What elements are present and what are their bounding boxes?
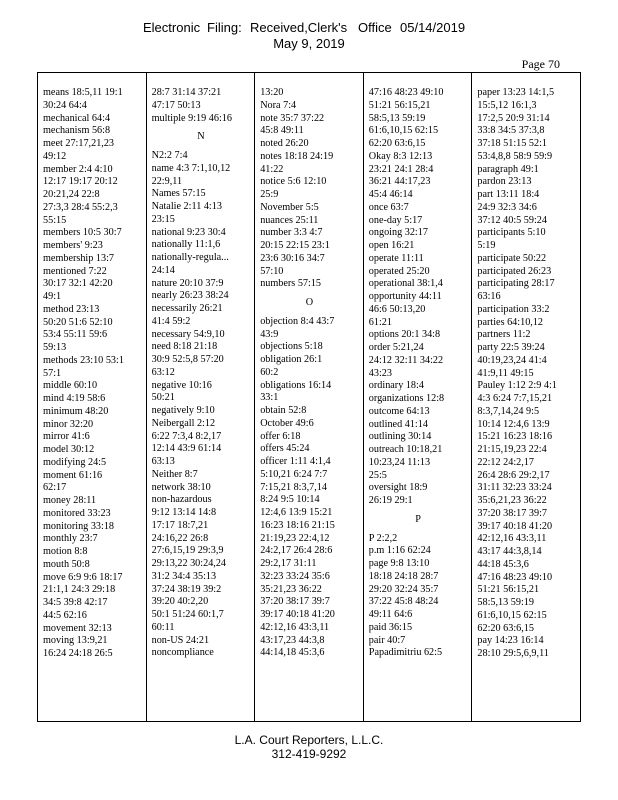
index-entry-line: 24:16,22 26:8: [151, 532, 209, 544]
index-entry-line: nuances 25:11: [260, 214, 319, 226]
index-entry-line: 42:12,16 43:3,11: [477, 533, 547, 545]
index-entry-line: member 2:4 4:10: [43, 163, 113, 175]
index-entry-line: 51:21 56:15,21: [368, 99, 431, 111]
index-entry-line: 18:18 24:18 28:7: [368, 570, 439, 582]
index-entry-line: once 63:7: [368, 201, 409, 213]
index-entry-line: 57:10: [260, 265, 284, 277]
index-entry-line: participants 5:10: [477, 227, 546, 239]
index-entry-line: 39:17 40:18 41:20: [260, 609, 335, 620]
index-entry-line: method 23:13: [43, 303, 100, 315]
index-entry-line: obtain 52:8: [260, 405, 307, 416]
index-entry-line: 55:15: [43, 214, 67, 226]
index-entry-line: necessarily 26:21: [151, 303, 223, 314]
index-entry-line: Nora 7:4: [260, 99, 297, 111]
index-entry-line: mechanical 64:4: [43, 112, 111, 124]
index-entry-line: 16:24 24:18 26:5: [43, 648, 113, 659]
index-entry-line: Okay 8:3 12:13: [368, 150, 433, 162]
index-entry-line: 29:2,17 31:11: [260, 558, 317, 569]
index-entry-line: 23:21 24:1 28:4: [368, 163, 434, 175]
index-entry-line: 21:1,1 24:3 29:18: [43, 584, 116, 596]
index-entry-line: party 22:5 39:24: [477, 342, 545, 353]
index-entry-line: 43:23: [368, 367, 392, 379]
index-entry-line: notes 18:18 24:19: [260, 150, 334, 162]
index-entry-line: 24:9 32:3 34:6: [477, 201, 537, 213]
index-entry-line: membership 13:7: [43, 252, 115, 264]
index-entry-line: 49:11 64:6: [368, 609, 413, 620]
index-entry-line: 20:15 22:15 23:1: [260, 240, 330, 251]
index-entry-line: 33:1: [260, 392, 279, 404]
index-entry-line: 44:5 62:16: [43, 609, 87, 621]
index-entry-line: part 13:11 18:4: [477, 189, 540, 200]
index-entry-line: obligations 16:14: [260, 379, 332, 391]
index-grid: [37, 72, 581, 722]
section-letter: P: [415, 513, 421, 525]
index-entry-line: monitoring 33:18: [43, 520, 115, 532]
index-entry-line: 17:2,5 20:9 31:14: [477, 112, 550, 124]
index-entry-line: 29:20 32:24 35:7: [368, 583, 439, 595]
index-entry-line: 28:7 31:14 37:21: [151, 87, 222, 98]
index-entry-line: one-day 5:17: [368, 214, 423, 226]
index-entry-line: offers 45:24: [260, 443, 310, 455]
index-entry-line: Names 57:15: [151, 188, 206, 200]
index-entry-line: options 20:1 34:8: [368, 329, 441, 341]
index-entry-line: monitored 33:23: [43, 507, 111, 519]
index-entry-line: 37:24 38:19 39:2: [151, 583, 222, 595]
index-entry-line: Neibergall 2:12: [151, 417, 216, 429]
index-entry-line: 31:2 34:4 35:13: [151, 570, 217, 582]
index-entry-line: 63:16: [477, 291, 501, 302]
index-entry-line: negatively 9:10: [151, 405, 215, 416]
index-entry-line: note 35:7 37:22: [260, 112, 325, 124]
index-entry-line: order 5:21,24: [368, 342, 424, 353]
index-entry-line: mentioned 7:22: [43, 265, 107, 277]
index-entry-line: nearly 26:23 38:24: [151, 290, 229, 302]
index-entry-line: 6:22 7:3,4 8:2,17: [151, 430, 222, 442]
index-entry-line: 17:17 18:7,21: [151, 519, 209, 531]
index-entry-line: 24:12 32:11 34:22: [368, 354, 444, 366]
index-entry-line: 63:12: [151, 366, 175, 378]
index-entry-line: movement 32:13: [43, 622, 112, 634]
index-entry-line: 27:6,15,19 29:3,9: [151, 545, 224, 557]
index-entry-line: ordinary 18:4: [368, 380, 424, 392]
index-entry-line: 50:20 51:6 52:10: [43, 316, 113, 328]
index-entry-line: 37:20 38:17 39:7: [477, 507, 547, 519]
index-entry-line: 8:24 9:5 10:14: [260, 494, 320, 506]
index-column-2: [146, 72, 256, 722]
index-entry-line: partners 11:2: [477, 329, 531, 341]
index-entry-line: 33:8 34:5 37:3,8: [477, 125, 545, 137]
index-entry-line: 25:9: [260, 189, 279, 200]
index-entry-line: mouth 50:8: [43, 558, 90, 570]
index-entry-line: non-hazardous: [151, 494, 212, 506]
index-entry-line: 37:18 51:15 52:1: [477, 138, 547, 149]
index-entry-line: paragraph 49:1: [477, 163, 539, 175]
index-entry-line: 35:21,23 36:22: [260, 583, 322, 595]
office-label: Office: [358, 20, 392, 35]
index-entry-line: Neither 8:7: [151, 468, 198, 480]
section-letter: O: [305, 297, 314, 308]
index-entry-line: outlining 30:14: [368, 431, 432, 443]
index-entry-line: non-US 24:21: [151, 634, 210, 646]
index-entry-line: P 2:2,2: [368, 532, 398, 544]
section-letter: N: [197, 131, 205, 143]
index-entry-line: 22:9,11: [151, 175, 183, 187]
index-entry-line: offer 6:18: [260, 430, 301, 442]
index-entry-line: 63:13: [151, 456, 175, 467]
index-entry-line: members 10:5 30:7: [43, 227, 122, 239]
index-entry-line: members' 9:23: [43, 240, 103, 251]
index-entry-line: 62:17: [43, 482, 67, 494]
index-entry-line: objection 8:4 43:7: [260, 315, 335, 327]
transcript-date: May 9, 2019: [273, 36, 345, 51]
index-entry-line: page 9:8 13:10: [368, 558, 430, 569]
index-entry-line: 21:15,19,23 22:4: [477, 444, 547, 455]
index-entry-line: open 16:21: [368, 240, 415, 251]
index-entry-line: noncompliance: [151, 647, 214, 659]
index-entry-line: network 38:10: [151, 481, 211, 493]
index-entry-line: operational 38:1,4: [368, 278, 443, 290]
index-entry-line: Pauley 1:12 2:9 4:1: [477, 380, 557, 392]
index-entry-line: nationally-regula...: [151, 252, 229, 263]
index-entry-line: 39:20 40:2,20: [151, 596, 209, 608]
filing-date: 05/14/2019: [400, 20, 466, 35]
index-entry-line: minimum 48:20: [43, 405, 109, 417]
index-entry-line: 10:23,24 11:13: [368, 456, 431, 468]
index-entry-line: 30:9 52:5,8 57:20: [151, 354, 224, 365]
index-entry-line: 26:19 29:1: [368, 495, 413, 506]
index-entry-line: 5:10,21 6:24 7:7: [260, 468, 328, 480]
index-entry-line: model 30:12: [43, 444, 95, 455]
index-entry-line: 12:14 43:9 61:14: [151, 443, 222, 455]
index-entry-line: mind 4:19 58:6: [43, 393, 106, 404]
index-entry-line: multiple 9:19 46:16: [151, 112, 232, 124]
index-entry-line: 26:4 28:6 29:2,17: [477, 469, 550, 481]
index-column-4: [363, 72, 473, 722]
index-entry-line: November 5:5: [260, 201, 319, 213]
index-entry-line: 12:4,6 13:9 15:21: [260, 507, 333, 518]
index-entry-line: 51:21 56:15,21: [477, 584, 540, 596]
index-entry-line: 43:9: [260, 328, 279, 340]
index-entry-line: 24:2,17 26:4 28:6: [260, 545, 333, 557]
index-entry-line: 27:3,3 28:4 55:2,3: [43, 201, 118, 213]
index-entry-line: operate 11:11: [368, 252, 424, 264]
index-entry-line: 9:12 13:14 14:8: [151, 507, 217, 518]
index-entry-line: 16:23 18:16 21:15: [260, 519, 335, 531]
index-entry-line: 46:6 50:13,20: [368, 303, 426, 315]
index-entry-line: 37:12 40:5 59:24: [477, 214, 547, 226]
index-entry-line: 60:2: [260, 366, 279, 378]
index-entry-line: 62:20 63:6,15: [477, 622, 534, 634]
index-entry-line: 28:10 29:5,6,9,11: [477, 648, 549, 659]
reporter-company: L.A. Court Reporters, L.L.C.: [234, 733, 384, 747]
index-entry-line: 58:5,13 59:19: [477, 597, 534, 608]
index-entry-line: paid 36:15: [368, 621, 413, 633]
index-entry-line: obligation 26:1: [260, 354, 323, 365]
index-entry-line: 39:17 40:18 41:20: [477, 520, 553, 532]
index-entry-line: 45:8 49:11: [260, 125, 304, 137]
filing-header: [0, 20, 618, 60]
index-entry-line: 47:16 48:23 49:10: [477, 571, 553, 583]
index-entry-line: 44:14,18 45:3,6: [260, 647, 325, 659]
index-column-3: [254, 72, 364, 722]
index-entry-line: minor 32:20: [43, 418, 94, 430]
index-entry-line: middle 60:10: [43, 380, 98, 392]
index-entry-line: 30:24 64:4: [43, 99, 87, 111]
index-entry-line: 47:17 50:13: [151, 99, 201, 111]
index-entry-line: meet 27:17,21,23: [43, 138, 115, 149]
index-entry-line: numbers 57:15: [260, 278, 322, 290]
index-entry-line: 57:1: [43, 367, 62, 379]
index-entry-line: methods 23:10 53:1: [43, 354, 124, 366]
index-entry-line: 32:23 33:24 35:6: [260, 570, 330, 582]
index-entry-line: 20:21,24 22:8: [43, 189, 100, 200]
index-entry-line: nationally 11:1,6: [151, 239, 221, 251]
index-entry-line: 7:15,21 8:3,7,14: [260, 481, 327, 493]
index-entry-line: 61:21: [368, 316, 392, 328]
index-entry-line: 41:9,11 49:15: [477, 367, 534, 379]
index-entry-line: moment 61:16: [43, 469, 103, 481]
reporter-phone: 312-419-9292: [271, 747, 347, 761]
index-entry-line: means 18:5,11 19:1: [43, 87, 123, 98]
index-entry-line: opportunity 44:11: [368, 291, 442, 302]
index-entry-line: number 3:3 4:7: [260, 227, 323, 239]
index-entry-line: 41:22: [260, 163, 284, 175]
index-entry-line: 13:20: [260, 87, 284, 98]
index-entry-line: oversight 18:9: [368, 482, 428, 494]
index-entry-line: 36:21 44:17,23: [368, 176, 431, 188]
footer: [0, 733, 618, 761]
index-entry-line: money 28:11: [43, 495, 97, 506]
index-entry-line: organizations 12:8: [368, 393, 445, 404]
index-entry-line: officer 1:11 4:1,4: [260, 456, 331, 467]
index-entry-line: 40:19,23,24 41:4: [477, 354, 547, 366]
index-entry-line: objections 5:18: [260, 341, 323, 353]
index-entry-line: mechanism 56:8: [43, 125, 111, 137]
index-entry-line: 37:22 45:8 48:24: [368, 596, 439, 608]
index-entry-line: 15:5,12 16:1,3: [477, 99, 537, 111]
index-entry-line: negative 10:16: [151, 379, 212, 391]
index-entry-line: 30:17 32:1 42:20: [43, 278, 113, 290]
index-entry-line: parties 64:10,12: [477, 316, 544, 328]
index-entry-line: 49:1: [43, 291, 62, 302]
index-entry-line: moving 13:9,21: [43, 635, 108, 647]
index-entry-line: outreach 10:18,21: [368, 444, 443, 455]
index-entry-line: outlined 41:14: [368, 418, 428, 430]
index-entry-line: noted 26:20: [260, 138, 309, 149]
index-entry-line: 49:12: [43, 150, 67, 162]
index-entry-line: 53:4,8,8 58:9 59:9: [477, 150, 553, 162]
index-entry-line: 61:6,10,15 62:15: [368, 125, 439, 137]
index-entry-line: 53:4 55:11 59:6: [43, 329, 108, 341]
index-entry-line: 50:1 51:24 60:1,7: [151, 609, 224, 620]
index-entry-line: N2:2 7:4: [151, 150, 188, 161]
index-entry-line: 61:6,10,15 62:15: [477, 609, 547, 621]
index-entry-line: national 9:23 30:4: [151, 226, 226, 238]
index-entry-line: operated 25:20: [368, 265, 430, 277]
index-entry-line: 50:21: [151, 392, 175, 404]
index-entry-line: monthly 23:7: [43, 533, 98, 545]
electronic-label: Electronic: [143, 20, 201, 35]
index-column-5: [471, 72, 581, 722]
page-number: Page 70: [521, 57, 560, 71]
index-entry-line: 62:20 63:6,15: [368, 138, 426, 149]
index-entry-line: 4:3 6:24 7:7,15,21: [477, 393, 553, 404]
index-entry-line: 45:4 46:14: [368, 189, 413, 200]
index-entry-line: 58:5,13 59:19: [368, 112, 426, 124]
index-entry-line: move 6:9 9:6 18:17: [43, 571, 123, 583]
index-entry-line: participated 26:23: [477, 265, 552, 277]
index-entry-line: 41:4 59:2: [151, 315, 191, 327]
index-entry-line: notice 5:6 12:10: [260, 176, 327, 188]
index-entry-line: ongoing 32:17: [368, 227, 428, 239]
index-entry-line: 5:19: [477, 240, 496, 251]
index-entry-line: name 4:3 7:1,10,12: [151, 162, 231, 174]
index-entry-line: 22:12 24:2,17: [477, 456, 534, 468]
index-entry-line: 43:17,23 44:3,8: [260, 634, 325, 646]
index-entry-line: outcome 64:13: [368, 405, 430, 417]
index-entry-line: pay 14:23 16:14: [477, 635, 544, 647]
index-entry-line: 25:5: [368, 469, 387, 481]
index-entry-line: 35:6,21,23 36:22: [477, 495, 547, 506]
index-entry-line: participate 50:22: [477, 252, 547, 264]
index-entry-line: paper 13:23 14:1,5: [477, 87, 555, 98]
index-entry-line: need 8:18 21:18: [151, 341, 218, 353]
index-entry-line: participation 33:2: [477, 303, 550, 315]
index-entry-line: 15:21 16:23 18:16: [477, 431, 553, 443]
index-entry-line: 10:14 12:4,6 13:9: [477, 418, 550, 430]
index-entry-line: pardon 23:13: [477, 176, 532, 188]
index-entry-line: participating 28:17: [477, 278, 555, 290]
index-entry-line: 44:18 45:3,6: [477, 558, 529, 570]
index-entry-line: Natalie 2:11 4:13: [151, 201, 222, 212]
index-entry-line: 29:13,22 30:24,24: [151, 558, 227, 569]
index-entry-line: 8:3,7,14,24 9:5: [477, 405, 540, 417]
index-entry-line: pair 40:7: [368, 634, 406, 646]
index-entry-line: 42:12,16 43:3,11: [260, 621, 330, 633]
index-entry-line: 31:11 32:23 33:24: [477, 482, 552, 494]
index-entry-line: 23:15: [151, 213, 175, 225]
index-entry-line: 24:14: [151, 264, 175, 276]
filing-label: Filing:: [207, 20, 242, 35]
index-entry-line: modifying 24:5: [43, 456, 107, 468]
index-entry-line: 60:11: [151, 621, 175, 633]
index-column-1: [37, 72, 147, 722]
index-entry-line: 12:17 19:17 20:12: [43, 176, 118, 188]
index-entry-line: 59:13: [43, 342, 67, 353]
index-entry-line: 37:20 38:17 39:7: [260, 596, 330, 608]
index-entry-line: 47:16 48:23 49:10: [368, 87, 444, 98]
index-entry-line: October 49:6: [260, 417, 314, 429]
index-entry-line: 21:19,23 22:4,12: [260, 532, 330, 544]
index-entry-line: necessary 54:9,10: [151, 328, 225, 340]
index-entry-line: 34:5 39:8 42:17: [43, 597, 108, 608]
received-label: Received,Clerk's: [250, 20, 348, 35]
index-entry-line: nature 20:10 37:9: [151, 277, 224, 289]
index-entry-line: 43:17 44:3,8,14: [477, 546, 542, 557]
index-entry-line: mirror 41:6: [43, 431, 90, 443]
index-entry-line: 23:6 30:16 34:7: [260, 252, 325, 264]
index-entry-line: motion 8:8: [43, 546, 88, 557]
index-entry-line: p.m 1:16 62:24: [368, 545, 431, 557]
index-entry-line: Papadimitriu 62:5: [368, 647, 443, 659]
